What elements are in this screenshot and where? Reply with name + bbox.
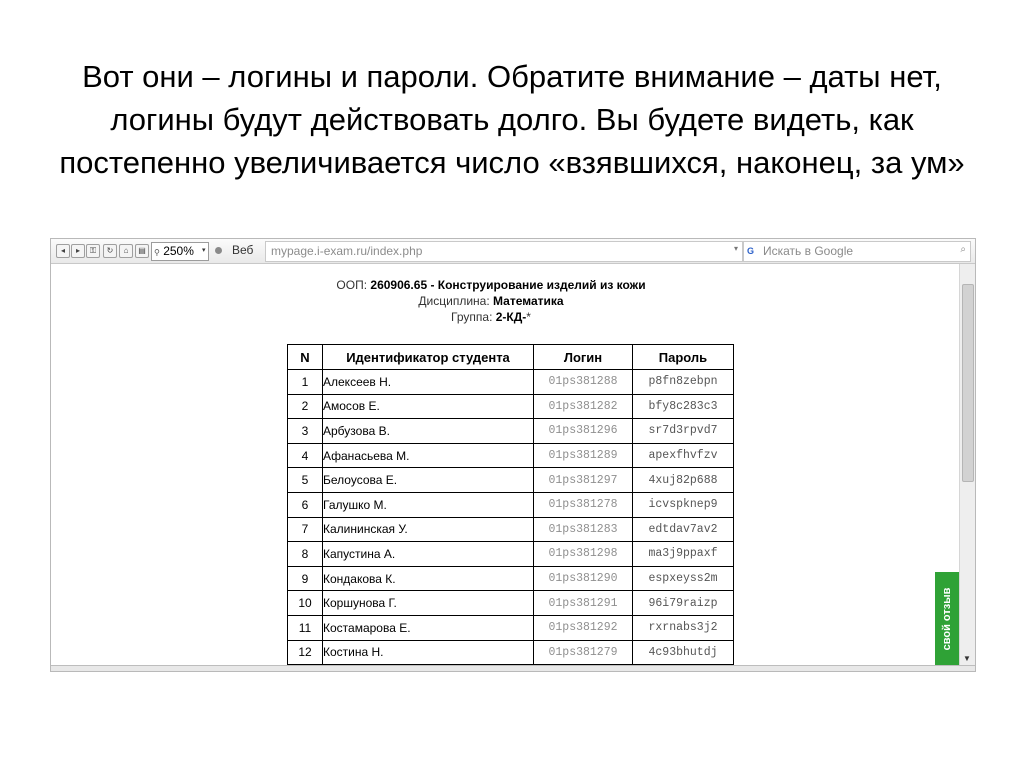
- table-row: [288, 370, 734, 395]
- page-content: [51, 264, 959, 666]
- key-icon[interactable]: ⚿: [86, 244, 100, 258]
- group-suffix: *: [526, 310, 531, 324]
- table-row: [288, 640, 734, 665]
- group-label: Группа:: [451, 310, 493, 324]
- credentials-table: [287, 344, 734, 665]
- table-row: [288, 419, 734, 444]
- cell-password: edtdav7av2: [633, 517, 734, 542]
- header-n: N: [288, 345, 323, 370]
- cell-login: 01ps381282: [534, 394, 633, 419]
- browser-screenshot: [50, 238, 976, 672]
- zoom-select[interactable]: [151, 242, 209, 261]
- cell-n: 8: [288, 542, 323, 567]
- cell-login: 01ps381298: [534, 542, 633, 567]
- cell-n: 6: [288, 492, 323, 517]
- back-icon[interactable]: ◂: [56, 244, 70, 258]
- cell-password: 96i79raizp: [633, 591, 734, 616]
- cell-n: 9: [288, 566, 323, 591]
- home-icon[interactable]: ⌂: [119, 244, 133, 258]
- cell-name: Амосов Е.: [323, 394, 534, 419]
- search-icon[interactable]: ⌕: [960, 244, 966, 255]
- cell-password: bfy8c283c3: [633, 394, 734, 419]
- vertical-scrollbar[interactable]: [959, 264, 975, 666]
- cell-name: Афанасьева М.: [323, 443, 534, 468]
- header-password: Пароль: [633, 345, 734, 370]
- table-row: [288, 517, 734, 542]
- cell-n: 5: [288, 468, 323, 493]
- cell-login: 01ps381288: [534, 370, 633, 395]
- discipline-line: [231, 294, 751, 308]
- scrollbar-thumb[interactable]: [962, 284, 974, 482]
- google-icon: G: [747, 246, 755, 256]
- cell-name: Арбузова В.: [323, 419, 534, 444]
- header-student-id: Идентификатор студента: [323, 345, 534, 370]
- group-line: [231, 310, 751, 324]
- cell-password: apexfhvfzv: [633, 443, 734, 468]
- cell-login: 01ps381297: [534, 468, 633, 493]
- cell-name: Коршунова Г.: [323, 591, 534, 616]
- table-row: [288, 492, 734, 517]
- table-row: [288, 542, 734, 567]
- status-bar: [51, 665, 975, 671]
- cell-login: 01ps381279: [534, 640, 633, 665]
- oop-line: [231, 278, 751, 292]
- cell-password: 4c93bhutdj: [633, 640, 734, 665]
- cell-login: 01ps381291: [534, 591, 633, 616]
- search-input[interactable]: [743, 241, 971, 262]
- header-login: Логин: [534, 345, 633, 370]
- cell-login: 01ps381290: [534, 566, 633, 591]
- cell-n: 11: [288, 615, 323, 640]
- cell-password: ma3j9ppaxf: [633, 542, 734, 567]
- cell-n: 2: [288, 394, 323, 419]
- reload-icon[interactable]: ↻: [103, 244, 117, 258]
- cell-login: 01ps381278: [534, 492, 633, 517]
- scroll-down-icon[interactable]: ▼: [963, 654, 971, 663]
- url-text: mypage.i-exam.ru/index.php: [271, 244, 423, 258]
- group-value: 2-КД-: [495, 310, 527, 324]
- radio-icon[interactable]: [215, 247, 222, 254]
- cell-password: icvspknep9: [633, 492, 734, 517]
- discipline-value: Математика: [493, 294, 564, 308]
- feedback-tab-label: свой отзыв: [941, 587, 953, 651]
- feedback-tab[interactable]: [935, 572, 959, 666]
- cell-login: 01ps381283: [534, 517, 633, 542]
- slide-title: Вот они – логины и пароли. Обратите внимание – даты нет, логины будут действовать долго. Вы будете видеть, как постепенно увеличивается число «взявшихся, наконец, за ум»: [59, 59, 965, 180]
- bookmarks-icon[interactable]: ▤: [135, 244, 149, 258]
- cell-name: Капустина А.: [323, 542, 534, 567]
- table-header-row: [288, 345, 734, 370]
- table-row: [288, 566, 734, 591]
- cell-name: Алексеев Н.: [323, 370, 534, 395]
- cell-password: p8fn8zebpn: [633, 370, 734, 395]
- cell-n: 4: [288, 443, 323, 468]
- oop-label: ООП:: [336, 278, 368, 292]
- cell-name: Калининская У.: [323, 517, 534, 542]
- magnifier-icon: ⚲: [154, 248, 160, 257]
- discipline-label: Дисциплина:: [418, 294, 490, 308]
- forward-icon[interactable]: ▸: [71, 244, 85, 258]
- table-row: [288, 394, 734, 419]
- cell-name: Кондакова К.: [323, 566, 534, 591]
- search-placeholder: Искать в Google: [763, 244, 854, 258]
- table-row: [288, 443, 734, 468]
- browser-toolbar: [51, 239, 975, 264]
- cell-password: 4xuj82p688: [633, 468, 734, 493]
- cell-name: Костамарова Е.: [323, 615, 534, 640]
- cell-login: 01ps381289: [534, 443, 633, 468]
- cell-login: 01ps381292: [534, 615, 633, 640]
- oop-value: 260906.65 - Конструирование изделий из кожи: [370, 278, 646, 292]
- cell-login: 01ps381296: [534, 419, 633, 444]
- cell-n: 10: [288, 591, 323, 616]
- cell-n: 1: [288, 370, 323, 395]
- table-row: [288, 615, 734, 640]
- cell-password: sr7d3rpvd7: [633, 419, 734, 444]
- cell-n: 3: [288, 419, 323, 444]
- chevron-down-icon[interactable]: ▾: [202, 247, 206, 254]
- cell-name: Костина Н.: [323, 640, 534, 665]
- cell-password: espxeyss2m: [633, 566, 734, 591]
- cell-name: Галушко М.: [323, 492, 534, 517]
- web-search-label[interactable]: Веб: [232, 243, 254, 257]
- cell-password: rxrnabs3j2: [633, 615, 734, 640]
- table-row: [288, 468, 734, 493]
- zoom-value: 250%: [163, 244, 194, 258]
- cell-n: 12: [288, 640, 323, 665]
- cell-n: 7: [288, 517, 323, 542]
- chevron-down-icon[interactable]: ▾: [733, 244, 738, 253]
- cell-name: Белоусова Е.: [323, 468, 534, 493]
- table-row: [288, 591, 734, 616]
- address-bar[interactable]: [265, 241, 743, 262]
